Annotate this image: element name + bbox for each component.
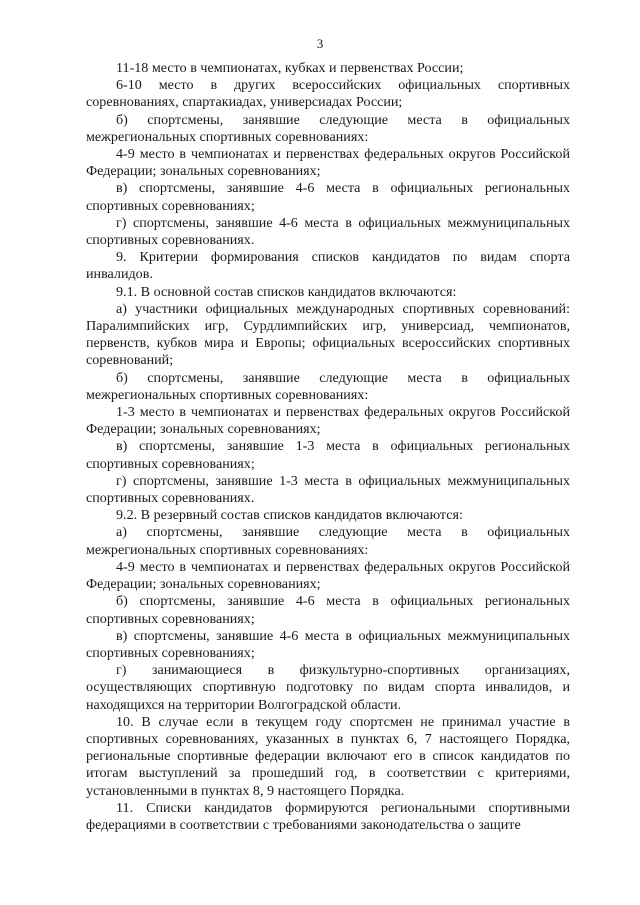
paragraph: а) спортсмены, занявшие следующие места в официальных межрегиональных спортивных соревнованиях: [86,524,570,558]
paragraph: 6-10 место в других всероссийских официальных спортивных соревнованиях, спартакиадах, универсиадах России; [86,77,570,111]
paragraph: б) спортсмены, занявшие следующие места в официальных межрегиональных спортивных соревнованиях: [86,111,570,145]
paragraph: г) занимающиеся в физкультурно-спортивных организациях, осуществляющих спортивную подготовку по видам спорта инвалидов, и находящихся на территории Волгоградской области. [86,662,570,713]
paragraph: 10. В случае если в текущем году спортсмен не принимал участие в спортивных соревнованиях, указанных в пунктах 6, 7 настоящего Порядка, региональные спортивные федерации включают его в список кандидатов по итогам выступлений за прошедший год, в соответствии с критериями, установленными в пунктах 8, 9 настоящего Порядка. [86,713,570,799]
paragraph: г) спортсмены, занявшие 1-3 места в официальных межмуниципальных спортивных соревнованиях. [86,472,570,507]
paragraph: б) спортсмены, занявшие следующие места в официальных межрегиональных спортивных соревнованиях: [86,369,570,403]
paragraph: в) спортсмены, занявшие 4-6 места в официальных межмуниципальных спортивных соревнованиях; [86,627,570,661]
paragraph: 9.1. В основной состав списков кандидатов включаются: [116,283,457,300]
paragraph: в) спортсмены, занявшие 4-6 места в официальных региональных спортивных соревнованиях; [86,180,570,214]
paragraph: б) спортсмены, занявшие 4-6 места в официальных региональных спортивных соревнованиях; [86,593,570,627]
paragraph: 9.2. В резервный состав списков кандидатов включаются: [116,507,463,524]
paragraph: 4-9 место в чемпионатах и первенствах федеральных округов Российской Федерации; зональных соревнованиях; [86,146,570,180]
document-body [86,60,570,834]
paragraph: г) спортсмены, занявшие 4-6 места в официальных межмуниципальных спортивных соревнованиях. [86,214,570,249]
paragraph: а) участники официальных международных спортивных соревнований: Паралимпийских игр, Сурдлимпийских игр, универсиад, чемпионатов, первенств, кубков мира и Европы; официальных всероссийских спортивных соревнований; [86,300,570,369]
paragraph: 11. Списки кандидатов формируются региональными спортивными федерациями в соответствии с требованиями законодательства о защите [86,799,570,833]
paragraph: 11-18 место в чемпионатах, кубках и первенствах России; [116,60,464,76]
page-number: 3 [316,36,324,51]
paragraph: 9. Критерии формирования списков кандидатов по видам спорта инвалидов. [86,249,570,283]
paragraph: 4-9 место в чемпионатах и первенствах федеральных округов Российской Федерации; зональных соревнованиях; [86,558,570,593]
paragraph: в) спортсмены, занявшие 1-3 места в официальных региональных спортивных соревнованиях; [86,438,570,472]
paragraph: 1-3 место в чемпионатах и первенствах федеральных округов Российской Федерации; зональных соревнованиях; [86,404,570,438]
